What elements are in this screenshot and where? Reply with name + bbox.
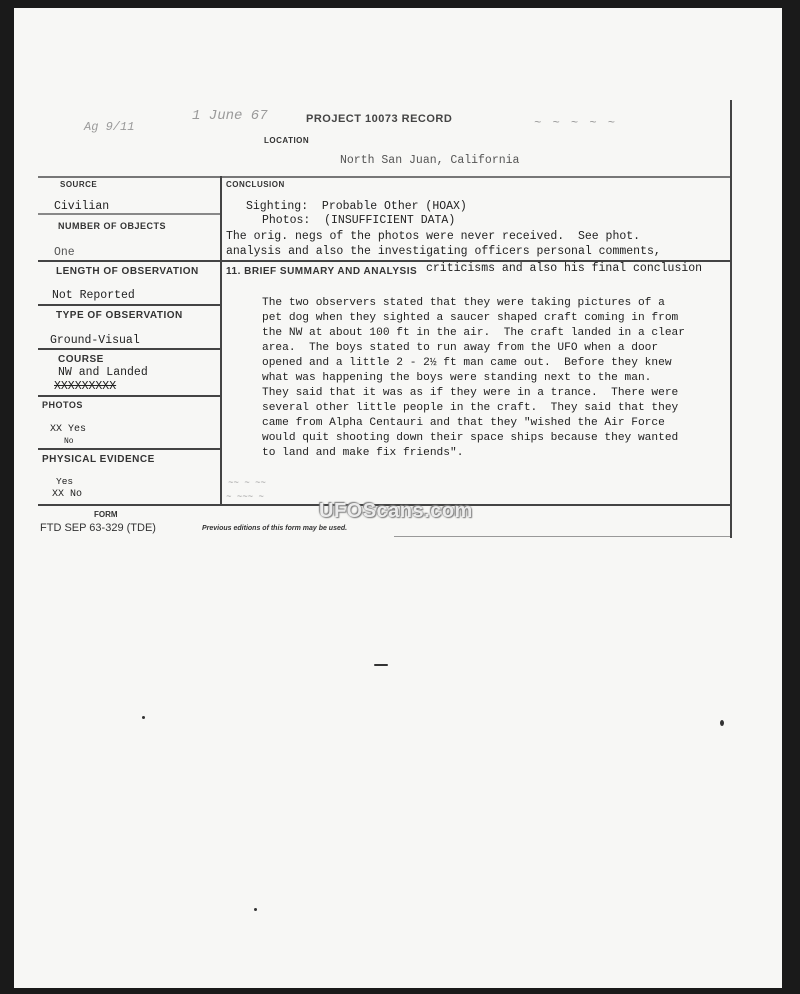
photos-label: PHOTOS — [42, 400, 83, 410]
watermark: UFOScans.com — [319, 500, 473, 522]
speck — [720, 720, 724, 726]
conclusion-photos: Photos: (INSUFFICIENT DATA) — [262, 214, 456, 227]
speck — [254, 908, 257, 911]
summary-line: several other little people in the craft. They said that they — [262, 402, 679, 414]
divider-4 — [38, 348, 220, 350]
summary-line: came from Alpha Centauri and that they "wished the Air Force — [262, 417, 665, 429]
type-value: Ground-Visual — [50, 334, 140, 347]
summary-line: to land and make fix friends". — [262, 447, 464, 459]
course-strikeout: XXXXXXXXX — [54, 380, 117, 393]
form-label: FORM — [94, 510, 118, 519]
frame-top — [38, 176, 730, 178]
summary-trailing: criticisms and also his final conclusion — [426, 262, 703, 275]
previous-editions-note: Previous editions of this form may be used. — [202, 525, 348, 532]
type-label: TYPE OF OBSERVATION — [56, 310, 183, 321]
location-value: North San Juan, California — [340, 154, 520, 167]
summary-line: would quit shooting down their space ships because they wanted — [262, 432, 679, 444]
footer-rule — [394, 536, 730, 537]
summary-line: pet dog when they sighted a saucer shaped craft coming in from — [262, 312, 679, 324]
conclusion-line-1: The orig. negs of the photos were never received. See phot. — [226, 230, 641, 243]
divider-2 — [38, 260, 220, 262]
divider-5 — [38, 395, 220, 397]
length-label: LENGTH OF OBSERVATION — [56, 266, 199, 277]
conclusion-label: CONCLUSION — [226, 180, 285, 189]
evidence-label: PHYSICAL EVIDENCE — [42, 454, 155, 465]
handwritten-initials: ~~ ~ ~~ — [228, 478, 266, 488]
objects-label: NUMBER OF OBJECTS — [58, 221, 167, 231]
divider-3 — [38, 304, 220, 306]
divider-1 — [38, 213, 220, 215]
speck — [142, 716, 145, 719]
summary-line: The two observers stated that they were taking pictures of a — [262, 297, 665, 309]
column-divider — [220, 176, 222, 506]
length-value: Not Reported — [52, 289, 135, 302]
document-sheet — [14, 8, 782, 988]
summary-line: They said that it was as if they were in a trance. There were — [262, 387, 679, 399]
signature-scribble: ~ ~ ~ ~ ~ — [534, 116, 617, 130]
summary-line: what was happening the boys were standing next to the man. — [262, 372, 652, 384]
photos-yes: XX Yes — [50, 424, 87, 435]
summary-line: area. The boys stated to run away from the UFO when a door — [262, 342, 659, 354]
summary-body — [262, 296, 732, 461]
evidence-no: XX No — [52, 489, 83, 500]
handwritten-note: Ag 9/11 — [84, 120, 135, 134]
divider-6 — [38, 448, 220, 450]
form-number: FTD SEP 63-329 (TDE) — [40, 522, 156, 534]
course-value: NW and Landed — [58, 366, 148, 379]
source-label: SOURCE — [60, 180, 98, 189]
conclusion-line-2: analysis and also the investigating officers personal comments, — [226, 245, 661, 258]
source-value: Civilian — [54, 200, 110, 213]
objects-value: One — [54, 246, 75, 259]
conclusion-sighting: Sighting: Probable Other (HOAX) — [246, 200, 467, 213]
speck — [374, 664, 388, 666]
handwritten-initials-2: ~ ~~~ ~ — [226, 492, 264, 502]
location-label: LOCATION — [264, 136, 310, 145]
summary-line: opened and a little 2 - 2½ ft man came out. Before they knew — [262, 357, 672, 369]
course-label: COURSE — [58, 354, 104, 365]
date-scribble: 1 June 67 — [192, 108, 268, 124]
photos-no: No — [64, 437, 74, 446]
summary-label: 11. BRIEF SUMMARY AND ANALYSIS — [226, 266, 418, 277]
summary-line: the NW at about 100 ft in the air. The craft landed in a clear — [262, 327, 685, 339]
evidence-yes: Yes — [56, 476, 74, 487]
record-title: PROJECT 10073 RECORD — [306, 113, 453, 125]
